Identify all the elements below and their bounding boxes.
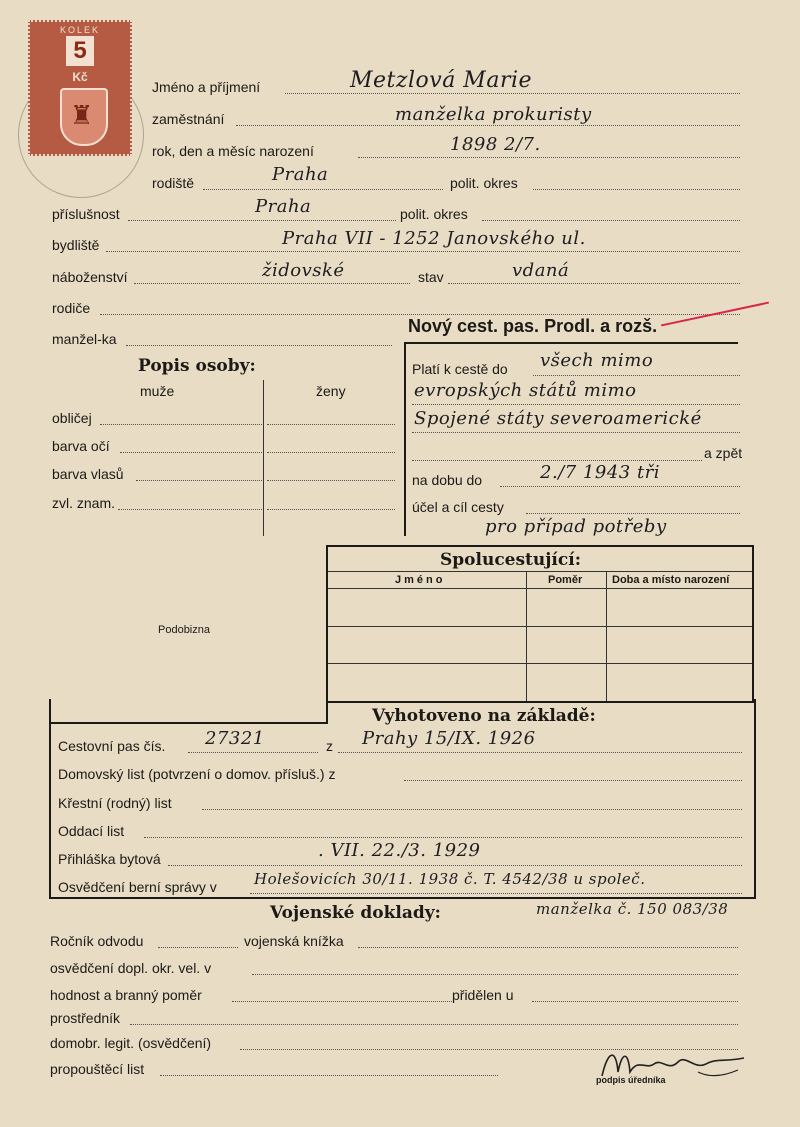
plati-value-1: všech mimo <box>540 350 654 371</box>
domov-label: Domovský list (potvrzení o domov. přísluš.) z <box>58 766 336 782</box>
osvedceni-label: osvědčení dopl. okr. vel. v <box>50 960 212 976</box>
popis-row-1: obličej <box>52 410 92 426</box>
plati-line-3 <box>412 432 740 433</box>
stamp-top-text: KOLEK <box>59 25 100 35</box>
companions-col-div-2 <box>606 571 607 701</box>
pas-from-value: Prahy 15/IX. 1926 <box>362 728 536 749</box>
citizenship-label: příslušnost <box>52 206 120 222</box>
stamp-value: 5 <box>66 36 94 66</box>
companions-rule-2 <box>328 588 752 589</box>
plati-label: Platí k cestě do <box>412 361 508 377</box>
popis-line-4m <box>118 509 262 510</box>
companions-title: Spolucestující: <box>440 550 581 570</box>
occupation-label: zaměstnání <box>152 111 225 127</box>
polit-okres-label-1: polit. okres <box>450 175 518 191</box>
plati-value-3: Spojené státy severoamerické <box>414 408 702 429</box>
rocnik-line <box>158 947 238 948</box>
pas-line <box>188 752 318 753</box>
krest-label: Křestní (rodný) list <box>58 795 172 811</box>
oddaci-line <box>144 837 742 838</box>
prostrednik-label: prostředník <box>50 1010 121 1026</box>
parents-label: rodiče <box>52 300 91 316</box>
hodnost-line <box>232 1001 454 1002</box>
popis-row-2: barva očí <box>52 438 110 454</box>
rocnik-label: Ročník odvodu <box>50 933 144 949</box>
domov-line <box>404 780 742 781</box>
companions-rule-4 <box>328 663 752 664</box>
basis-top-left <box>49 722 328 724</box>
ucel-value: pro případ potřeby <box>485 516 667 537</box>
spouse-line <box>126 345 392 346</box>
passport-left-border <box>404 342 406 536</box>
birth-label: rok, den a měsíc narození <box>152 143 314 159</box>
birth-value: 1898 2/7. <box>450 134 541 155</box>
lion-icon: ♜ <box>70 100 94 130</box>
birthplace-value: Praha <box>272 164 329 185</box>
citizenship-value: Praha <box>255 196 312 217</box>
propousteci-label: propouštěcí list <box>50 1061 145 1077</box>
popis-line-2f <box>267 452 395 453</box>
pas-from-line <box>338 752 742 753</box>
passport-title: Nový cest. pas. Prodl. a rozš. <box>408 316 658 336</box>
popis-line-3m <box>136 480 262 481</box>
occupation-value: manželka prokuristy <box>395 104 592 125</box>
popis-line-2m <box>120 452 262 453</box>
popis-line-4f <box>267 509 395 510</box>
pas-label: Cestovní pas čís. <box>58 738 166 754</box>
companions-rule-1 <box>328 571 752 572</box>
pridelen-line <box>532 1001 738 1002</box>
photo-label: Podobizna <box>158 624 210 636</box>
occupation-line <box>236 125 740 126</box>
col-jmeno: Jméno <box>395 574 446 586</box>
hodnost-label: hodnost a branný poměr <box>50 987 202 1003</box>
polit-okres-label-2: polit. okres <box>400 206 468 222</box>
popis-line-3f <box>267 480 395 481</box>
name-line <box>285 93 740 94</box>
religion-value: židovské <box>262 260 345 281</box>
basis-notch <box>326 699 328 724</box>
birthplace-label: rodiště <box>152 175 195 191</box>
passport-title-rule <box>404 342 738 344</box>
prihlaska-label: Přihláška bytová <box>58 851 161 867</box>
prostrednik-line <box>130 1024 738 1025</box>
companions-rule-3 <box>328 626 752 627</box>
birth-line <box>358 157 740 158</box>
polit-okres-line-1 <box>533 189 740 190</box>
propousteci-line <box>160 1075 498 1076</box>
status-label: stav <box>418 269 444 285</box>
military-note: manželka č. 150 083/38 <box>536 900 729 918</box>
military-title: Vojenské doklady: <box>270 903 441 923</box>
revenue-stamp <box>28 20 132 156</box>
doba-line <box>500 486 740 487</box>
domobr-label: domobr. legit. (osvědčení) <box>50 1035 212 1051</box>
spouse-label: manžel-ka <box>52 331 117 347</box>
popis-title: Popis osoby: <box>138 356 256 376</box>
status-line <box>448 283 740 284</box>
residence-label: bydliště <box>52 237 100 253</box>
stamp-currency: Kč <box>72 70 88 84</box>
oddaci-label: Oddací list <box>58 823 125 839</box>
osvedceni-line <box>252 974 738 975</box>
col-doba: Doba a místo narození <box>612 574 730 586</box>
birthplace-line <box>203 189 443 190</box>
berni-line <box>250 893 742 894</box>
ucel-label: účel a cíl cesty <box>412 499 504 515</box>
popis-line-1f <box>267 424 395 425</box>
popis-row-3: barva vlasů <box>52 466 124 482</box>
ucel-line <box>526 513 740 514</box>
popis-line-1m <box>100 424 262 425</box>
religion-line <box>134 283 410 284</box>
a-zpet-label: a zpět <box>704 445 743 461</box>
krest-line <box>202 809 742 810</box>
popis-row-4: zvl. znam. <box>52 495 116 511</box>
companions-col-div-1 <box>526 571 527 701</box>
popis-divider <box>263 380 264 536</box>
knizka-label: vojenská knížka <box>244 933 344 949</box>
pridelen-label: přidělen u <box>452 987 514 1003</box>
plati-line-1 <box>533 375 740 376</box>
polit-okres-line-2 <box>482 220 740 221</box>
name-label: Jméno a příjmení <box>152 79 261 95</box>
berni-value: Holešovicích 30/11. 1938 č. T. 4542/38 u společ. <box>254 870 646 888</box>
prihlaska-line <box>168 865 742 866</box>
doba-label: na dobu do <box>412 472 483 488</box>
berni-label: Osvědčení berní správy v <box>58 879 217 895</box>
citizenship-line <box>128 220 396 221</box>
residence-line <box>106 251 740 252</box>
popis-col-female: ženy <box>316 383 346 399</box>
knizka-line <box>358 947 738 948</box>
name-value: Metzlová Marie <box>350 68 533 93</box>
doba-value: 2./7 1943 tři <box>540 462 661 483</box>
col-pomer: Poměr <box>548 574 583 586</box>
plati-line-4 <box>412 460 702 461</box>
plati-value-2: evropských států mimo <box>414 380 637 401</box>
residence-value: Praha VII - 1252 Janovského ul. <box>282 228 586 249</box>
popis-col-male: muže <box>140 383 175 399</box>
pas-z-label: z <box>326 738 333 754</box>
basis-title: Vyhotoveno na základě: <box>372 706 596 726</box>
religion-label: náboženství <box>52 269 128 285</box>
prihlaska-value: . VII. 22./3. 1929 <box>318 840 481 861</box>
status-value: vdaná <box>512 260 570 281</box>
parents-line <box>100 314 740 315</box>
signature-label: podpis úředníka <box>596 1075 666 1085</box>
plati-line-2 <box>412 404 740 405</box>
pas-value: 27321 <box>205 728 265 749</box>
